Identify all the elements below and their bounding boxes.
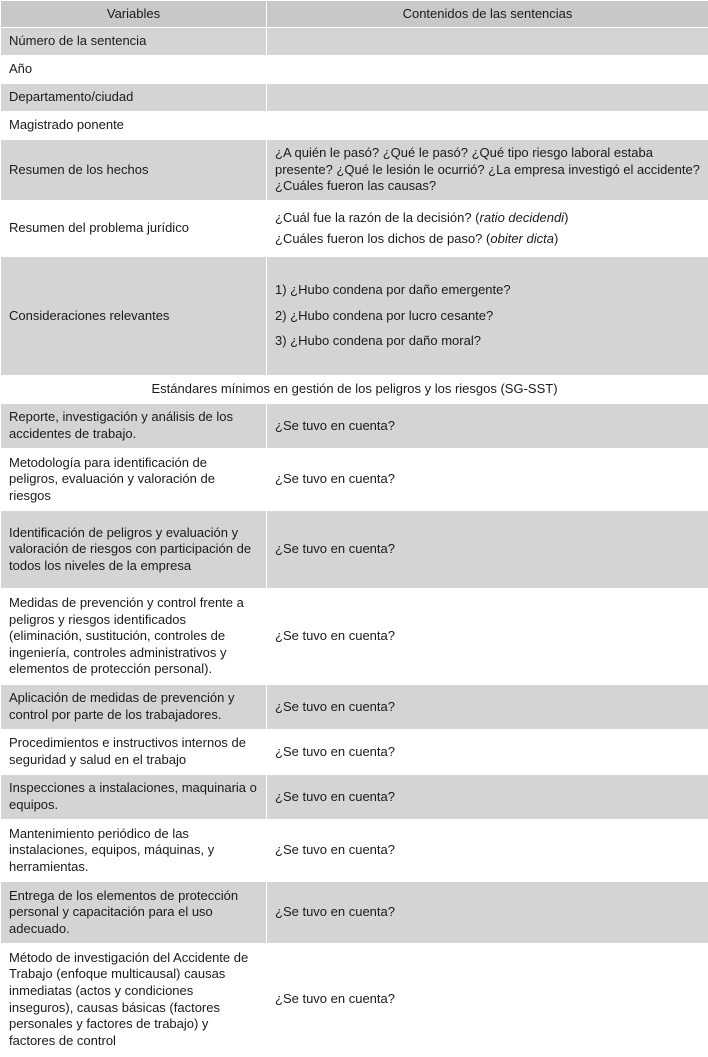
- table-row: [1, 449, 708, 511]
- table-row: [1, 775, 708, 820]
- variable-cell: Reporte, investigación y análisis de los accidentes de trabajo.: [1, 404, 267, 449]
- table-row: [1, 511, 708, 589]
- variable-cell: Identificación de peligros y evaluación y valoración de riesgos con participación de todos los niveles de la empresa: [1, 511, 267, 589]
- variable-cell: Medidas de prevención y control frente a peligros y riesgos identificados (eliminación, sustitución, controles de ingeniería, controles administrativos y elementos de protección personal).: [1, 589, 267, 685]
- variable-cell: Departamento/ciudad: [1, 84, 267, 112]
- list-item: 2) ¿Hubo condena por lucro cesante?: [275, 307, 494, 323]
- ratio-decidendi-line: ¿Cuál fue la razón de la decisión? (ratio decidendi): [275, 209, 569, 225]
- table-row: [1, 112, 708, 140]
- header-contents: Contenidos de las sentencias: [267, 1, 708, 28]
- section-title: Estándares mínimos en gestión de los peligros y los riesgos (SG-SST): [1, 376, 708, 404]
- content-cell: ¿A quién le pasó? ¿Qué le pasó? ¿Qué tipo riesgo laboral estaba presente? ¿Qué le lesión le ocurrió? ¿La empresa investigó el accidente? ¿Cuáles fueron las causas?: [267, 140, 708, 201]
- variable-cell: Año: [1, 56, 267, 84]
- content-cell: [267, 84, 708, 112]
- obiter-dicta-line: ¿Cuáles fueron los dichos de paso? (obiter dicta): [275, 230, 559, 246]
- section-row: [1, 376, 708, 404]
- variable-cell: Inspecciones a instalaciones, maquinaria o equipos.: [1, 775, 267, 820]
- variable-cell: Entrega de los elementos de protección personal y capacitación para el uso adecuado.: [1, 882, 267, 944]
- variable-cell: Metodología para identificación de peligros, evaluación y valoración de riesgos: [1, 449, 267, 511]
- table-row: [1, 685, 708, 730]
- variable-cell: Método de investigación del Accidente de Trabajo (enfoque multicausal) causas inmediatas (actos y condiciones inseguros), causas básicas (factores personales y factores de trabajo) y factores de control: [1, 944, 267, 1056]
- table-row: [1, 140, 708, 201]
- content-cell: ¿Se tuvo en cuenta?: [267, 775, 708, 820]
- table-row: [1, 84, 708, 112]
- variable-cell: Resumen de los hechos: [1, 140, 267, 201]
- table-row: [1, 944, 708, 1056]
- content-cell: ¿Se tuvo en cuenta?: [267, 820, 708, 882]
- variable-cell: Mantenimiento periódico de las instalaciones, equipos, máquinas, y herramientas.: [1, 820, 267, 882]
- content-cell: ¿Se tuvo en cuenta?: [267, 882, 708, 944]
- content-cell: ¿Se tuvo en cuenta?: [267, 730, 708, 775]
- content-cell: [267, 201, 708, 257]
- content-cell: ¿Se tuvo en cuenta?: [267, 511, 708, 589]
- header-variables: Variables: [1, 1, 267, 28]
- table-row: [1, 28, 708, 56]
- list-item: 3) ¿Hubo condena por daño moral?: [275, 333, 481, 349]
- table-row: [1, 820, 708, 882]
- table-row: [1, 589, 708, 685]
- content-cell: ¿Se tuvo en cuenta?: [267, 449, 708, 511]
- variable-cell: Resumen del problema jurídico: [1, 201, 267, 257]
- table-row: [1, 882, 708, 944]
- content-cell: [267, 257, 708, 376]
- variable-cell: Consideraciones relevantes: [1, 257, 267, 376]
- content-cell: ¿Se tuvo en cuenta?: [267, 589, 708, 685]
- table-header-row: [1, 1, 708, 28]
- variable-cell: Aplicación de medidas de prevención y control por parte de los trabajadores.: [1, 685, 267, 730]
- content-cell: ¿Se tuvo en cuenta?: [267, 944, 708, 1056]
- content-cell: ¿Se tuvo en cuenta?: [267, 404, 708, 449]
- content-cell: ¿Se tuvo en cuenta?: [267, 685, 708, 730]
- variable-cell: Magistrado ponente: [1, 112, 267, 140]
- content-cell: [267, 56, 708, 84]
- variable-cell: Procedimientos e instructivos internos de seguridad y salud en el trabajo: [1, 730, 267, 775]
- content-cell: [267, 28, 708, 56]
- table-row: [1, 404, 708, 449]
- table-row: [1, 201, 708, 257]
- table-row: [1, 730, 708, 775]
- list-item: 1) ¿Hubo condena por daño emergente?: [275, 282, 511, 298]
- table-row: [1, 257, 708, 376]
- content-cell: [267, 112, 708, 140]
- variable-cell: Número de la sentencia: [1, 28, 267, 56]
- table-row: [1, 56, 708, 84]
